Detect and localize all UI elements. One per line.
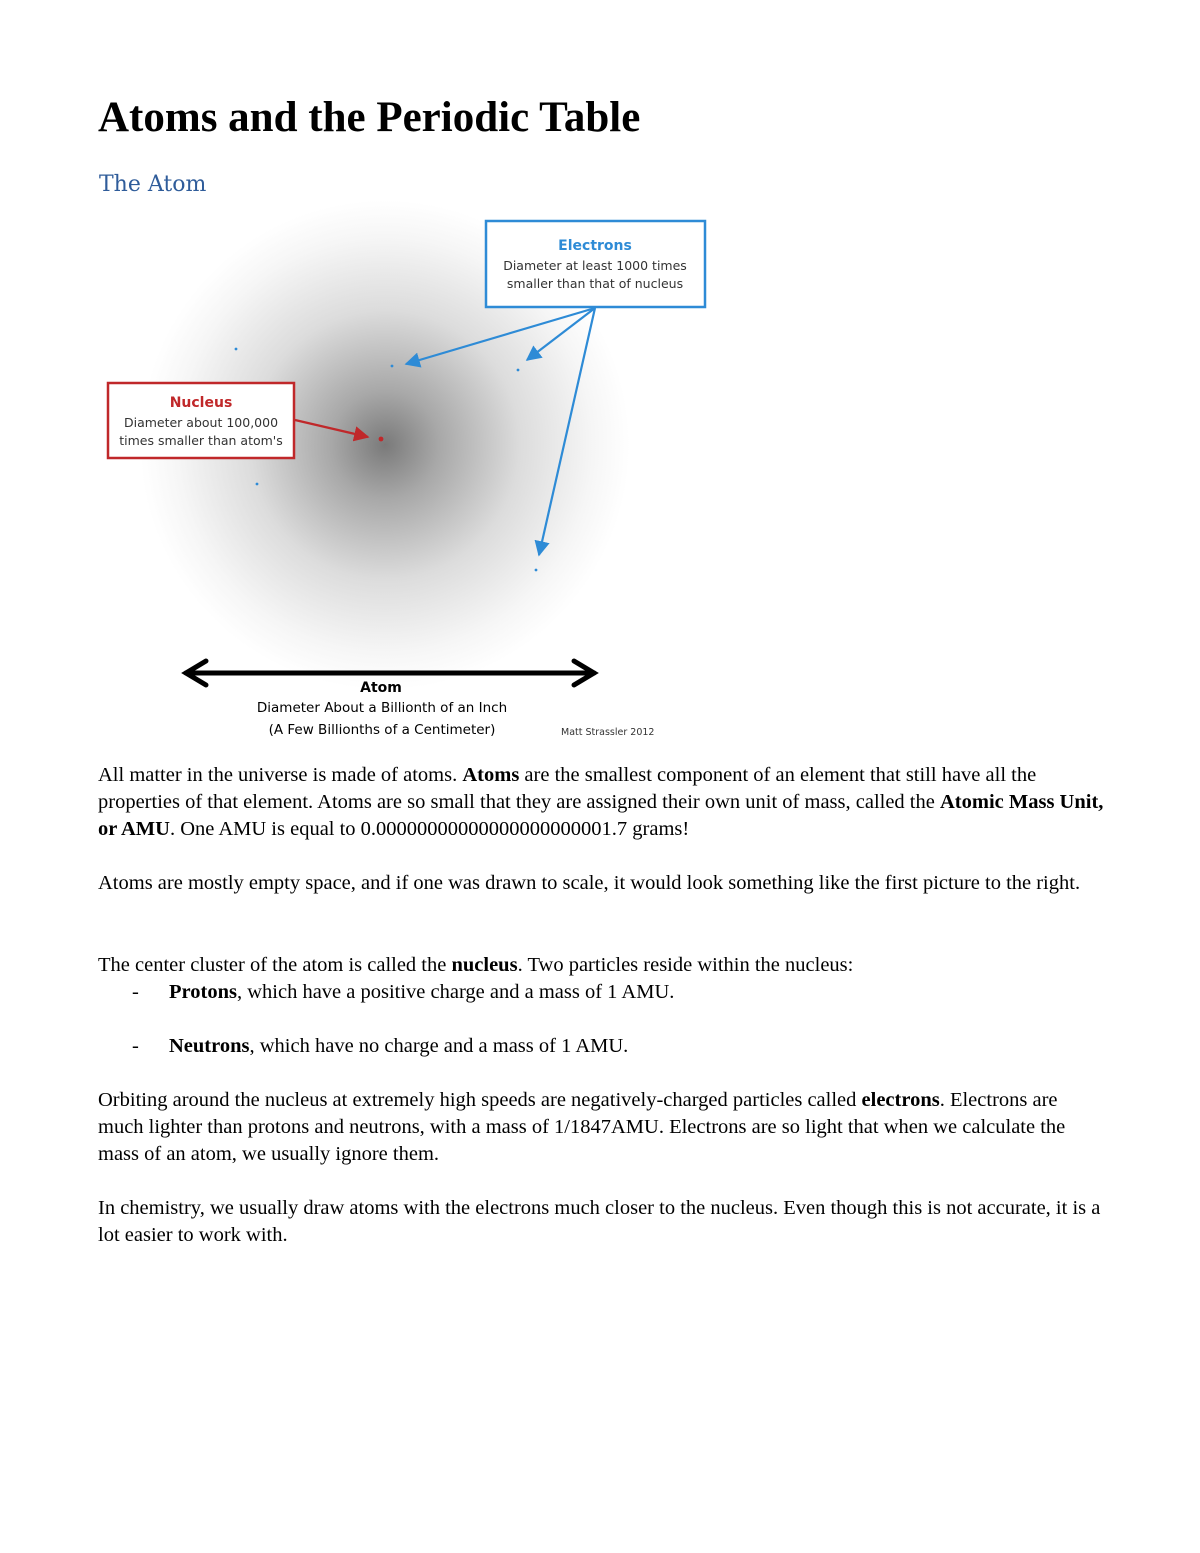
page-title: Atoms and the Periodic Table — [98, 94, 641, 141]
nucleus-callout — [108, 383, 294, 458]
paragraph-nucleus: The center cluster of the atom is called the nucleus. Two particles reside within the nucleus: — [98, 954, 854, 976]
bullet-dash: - — [132, 1035, 139, 1057]
nucleus-callout-line2: times smaller than atom's — [119, 433, 283, 448]
electrons-callout-line2: smaller than that of nucleus — [506, 276, 684, 291]
figure-credit: Matt Strassler 2012 — [561, 727, 655, 738]
bullet-dash: - — [132, 981, 139, 1003]
paragraph-chemistry-drawing: In chemistry, we usually draw atoms with the electrons much closer to the nucleus. Even though this is not accurate, it is a lot easier to work with. — [98, 1197, 1101, 1246]
electrons-callout-line1: Diameter at least 1000 times — [503, 258, 687, 273]
nucleus-dot — [379, 437, 384, 442]
atom-label-line1: Diameter About a Billionth of an Inch — [256, 700, 508, 716]
electron-dot — [256, 483, 259, 486]
nucleus-callout-title: Nucleus — [169, 395, 233, 411]
atom-diagram — [0, 0, 1200, 760]
electrons-callout-title: Electrons — [558, 238, 632, 254]
nucleus-callout-line1: Diameter about 100,000 — [123, 415, 279, 430]
electron-dot — [235, 348, 238, 351]
atom-label-line2: (A Few Billionths of a Centimeter) — [268, 722, 496, 738]
electron-dot — [535, 569, 538, 572]
paragraph-atoms-intro: All matter in the universe is made of atoms. Atoms are the smallest component of an element that still have all the properties of that element. Atoms are so small that they are assigned their own unit of mass, called the Atomic Mass Unit, or AMU. One AMU is equal to 0.00000000000000000000001.7 grams! — [98, 764, 1104, 840]
electron-dot — [517, 369, 520, 372]
paragraph-electrons: Orbiting around the nucleus at extremely high speeds are negatively-charged particles called electrons. Electrons are much lighter than protons and neutrons, with a mass of 1/1847AMU. Electrons are so light that when we calculate the mass of an atom, we usually ignore them. — [98, 1089, 1066, 1165]
atom-label-title: Atom — [360, 680, 402, 696]
electrons-callout — [486, 221, 705, 307]
paragraph-empty-space: Atoms are mostly empty space, and if one was drawn to scale, it would look something like the first picture to the right. — [98, 872, 1081, 894]
section-heading: The Atom — [99, 172, 207, 197]
electron-dot — [391, 365, 394, 368]
